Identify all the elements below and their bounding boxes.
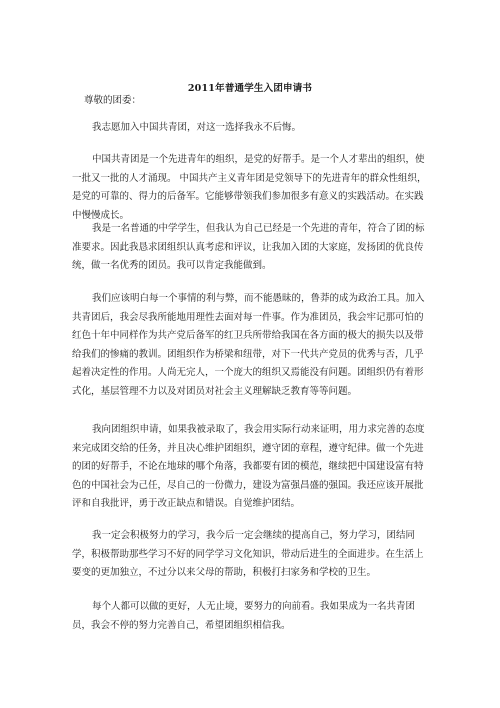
paragraph-7: 每个人都可以做的更好，人无止境，要努力的向前看。我如果成为一名共青团员，我会不停的努力完善自己，希望团组织相信我。 xyxy=(72,601,416,631)
paragraph-1: 我志愿加入中国共青团，对这一选择我永不后悔。 xyxy=(92,122,302,133)
paragraph-5: 我向团组织申请，如果我被录取了，我会用实际行动来证明，用力求完善的态度来完成团交给的任务，并且决心维护团组织，遵守团的章程，遵守纪律。做一个先进的团的好帮手，不论在地球的哪个角落，我都要有团的模范，继续把中国建设富有特色的中国社会为己任，尽自己的一份微力，建设为富强昌盛的强国。我还应该开展批评和自我批评，勇于改正缺点和错误。自觉维护团结。 xyxy=(72,424,425,509)
document-title: 2011年普通学生入团申请书 xyxy=(187,83,313,94)
salutation: 尊敬的团委： xyxy=(84,95,142,106)
paragraph-6: 我一定会积极努力的学习，我今后一定会继续的提高自己，努力学习，团结同学，积极帮助那些学习不好的同学学习文化知识，带动后进生的全面进步。在生活上要变的更加独立，不过分以来父母的帮助，积极打扫家务和学校的卫生。 xyxy=(72,530,424,578)
paragraph-2: 中国共青团是一个先进青年的组织，是党的好帮手。是一个人才辈出的组织，使一批又一批的人才涌现。 中国共产主义青年团是党领导下的先进青年的群众性组织，是党的可靠的、得力的后备军。它能够带领我们参加很多有意义的实践活动。在实践中慢慢成长。 xyxy=(72,154,427,221)
paragraph-4: 我们应该明白每一个事情的利与弊，而不能愚昧的，鲁莽的成为政治工具。加入共青团后，我会尽我所能地用理性去面对每一件事。作为准团员，我会牢记那可怕的红色十年中同样作为共产党后备军的红卫兵所带给我国在各方面的极大的损失以及带给我们的惨痛的教训。团组织作为桥梁和纽带，对下一代共产党员的优秀与否，几乎起着决定性的作用。人尚无完人，一个庞大的组织又焉能没有问题。团组织仍有着形式化，基层管理不力以及对团员对社会主义理解缺乏教育等等问题。 xyxy=(72,293,425,397)
paragraph-3: 我是一名普通的中学学生，但我认为自己已经是一个先进的青年，符合了团的标准要求。因此我恳求团组织认真考虑和评议，让我加入团的大家庭，发扬团的优良传统，做一名优秀的团员。我可以肯定我能做到。 xyxy=(72,223,425,271)
